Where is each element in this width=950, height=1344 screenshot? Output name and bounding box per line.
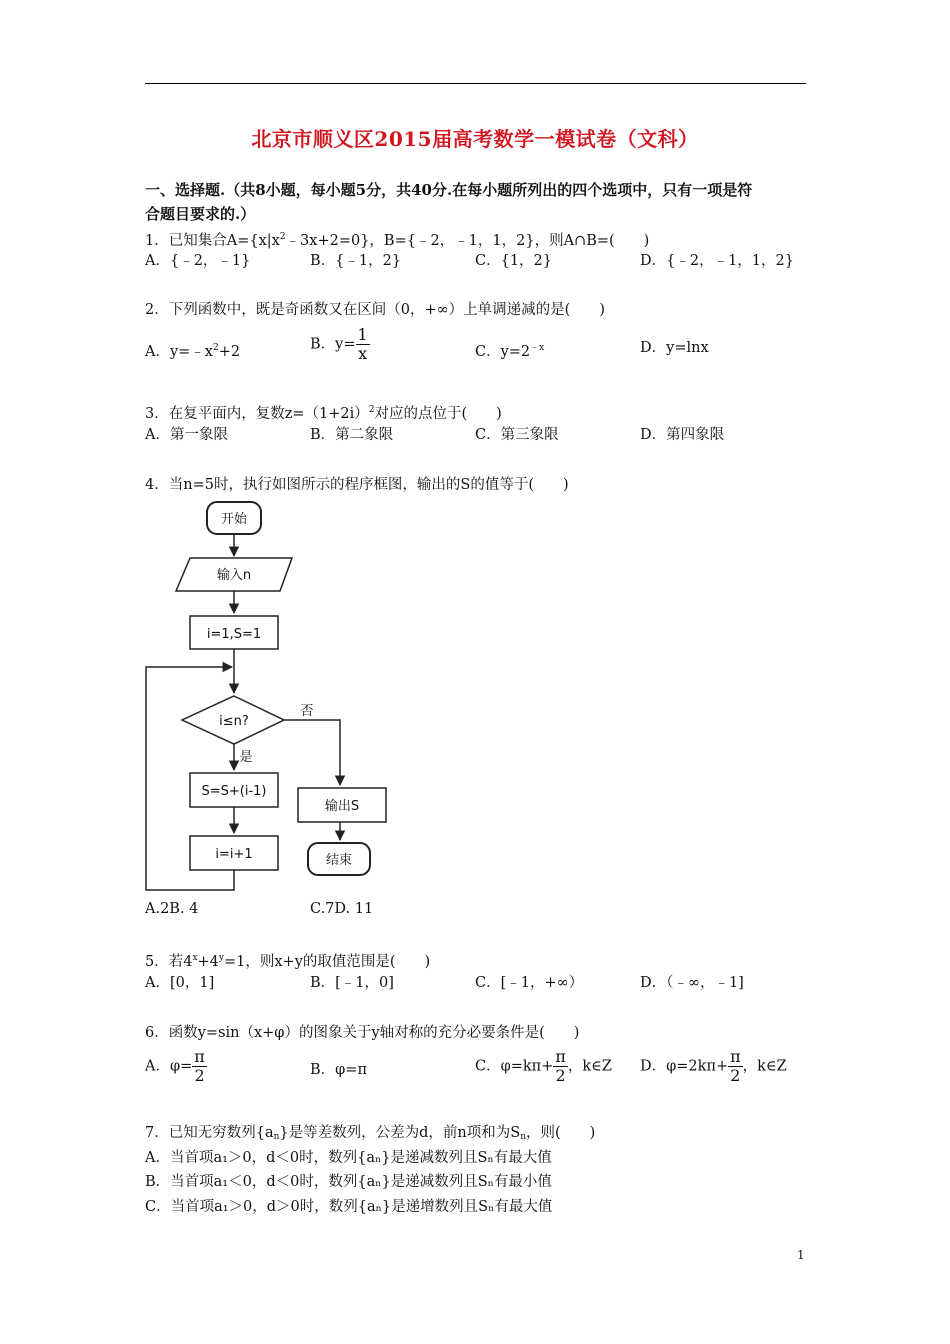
q5-stem-c: =1，则x+y的取值范围是( ) bbox=[224, 954, 431, 970]
q1-stem-b: ﹣3x+2=0}，B={﹣2，﹣1，1，2}，则A∩B=( ) bbox=[285, 233, 650, 249]
flow-increment-label: i=i+1 bbox=[215, 847, 253, 862]
flow-input-label: 输入n bbox=[216, 568, 252, 583]
section-heading bbox=[145, 178, 810, 226]
q5-exp2: y bbox=[218, 953, 224, 963]
q7-option-b: B．当首项a₁＜0，d＜0时，数列{aₙ}是递减数列且Sₙ有最小值 bbox=[145, 1174, 552, 1190]
q7-option-a: A．当首项a₁＞0，d＜0时，数列{aₙ}是递减数列且Sₙ有最大值 bbox=[145, 1150, 552, 1166]
q3-exp: 2 bbox=[368, 405, 375, 415]
q6-option-a bbox=[145, 1048, 207, 1085]
section-heading-line1: 一、选择题.（共8小题，每小题5分，共40分.在每小题所列出的四个选项中，只有一项是符 bbox=[145, 181, 753, 199]
q4-options-cd: C.7D. 11 bbox=[310, 901, 374, 917]
question-1-stem bbox=[145, 227, 649, 251]
page-title: 北京市顺义区2015届高考数学一模试卷（文科） bbox=[251, 127, 699, 151]
flow-no-label: 否 bbox=[300, 704, 314, 719]
q6-a-den: 2 bbox=[194, 1066, 205, 1085]
q2-b-num: 1 bbox=[357, 325, 368, 344]
q3-option-a: A．第一象限 bbox=[145, 427, 228, 443]
q5-option-c: C．[﹣1，+∞） bbox=[475, 975, 584, 991]
q6-d-num: π bbox=[730, 1047, 741, 1066]
flow-output-label: 输出S bbox=[324, 799, 360, 814]
question-4-stem: 4．当n=5时，执行如图所示的程序框图，输出的S的值等于( ) bbox=[145, 477, 569, 493]
q2-option-a bbox=[145, 338, 240, 362]
q6-c-num: π bbox=[555, 1047, 566, 1066]
q5-stem-a: 5．若4 bbox=[145, 954, 193, 970]
question-3-stem bbox=[145, 400, 502, 424]
q7-option-c: C．当首项a₁＞0，d＞0时，数列{aₙ}是递增数列且Sₙ有最大值 bbox=[145, 1199, 553, 1215]
q1-option-a: A．{﹣2，﹣1} bbox=[145, 253, 251, 269]
q2-option-b bbox=[310, 326, 370, 363]
q5-stem-b: +4 bbox=[197, 954, 219, 970]
q2-b-den: x bbox=[358, 344, 368, 363]
q6-c-pre: C．φ=kπ+ bbox=[475, 1058, 554, 1075]
top-rule bbox=[145, 83, 806, 84]
q3-option-b: B．第二象限 bbox=[310, 427, 394, 443]
q7-stem-b: }是等差数列，公差为d，前n项和为S bbox=[279, 1125, 521, 1141]
flow-yes-label: 是 bbox=[239, 750, 253, 765]
q6-option-d bbox=[640, 1048, 787, 1085]
q2-a-exp: 2 bbox=[213, 343, 219, 353]
q7-stem-a: 7．已知无穷数列{a bbox=[145, 1125, 274, 1141]
q3-option-d: D．第四象限 bbox=[640, 427, 725, 443]
q6-option-b: B．φ=π bbox=[310, 1062, 367, 1078]
q2-option-c bbox=[475, 338, 544, 362]
q2-a-text: A．y=﹣x bbox=[145, 344, 213, 360]
q3-option-c: C．第三象限 bbox=[475, 427, 559, 443]
q1-option-d: D．{﹣2，﹣1，1，2} bbox=[640, 253, 794, 269]
q5-option-a: A．[0，1] bbox=[145, 975, 215, 991]
q2-b-fraction bbox=[356, 326, 370, 363]
q1-stem-a: 1．已知集合A={x|x bbox=[145, 233, 280, 249]
q6-d-fraction bbox=[728, 1048, 743, 1085]
q1-option-c: C．{1，2} bbox=[475, 253, 552, 269]
q3-stem-b: 对应的点位于( ) bbox=[374, 406, 502, 422]
q4-options-ab: A.2B. 4 bbox=[145, 901, 199, 917]
q6-a-pre: A．φ= bbox=[145, 1058, 193, 1075]
q6-c-fraction bbox=[553, 1048, 568, 1085]
flowchart bbox=[140, 498, 400, 898]
flow-update-label: S=S+(i-1) bbox=[201, 784, 267, 799]
q6-c-post: ，k∈Z bbox=[567, 1058, 612, 1075]
q6-c-den: 2 bbox=[555, 1066, 566, 1085]
q6-d-pre: D．φ=2kπ+ bbox=[640, 1058, 729, 1075]
q2-c-pre: C．y=2 bbox=[475, 344, 531, 360]
q5-option-d: D．（﹣∞，﹣1] bbox=[640, 975, 744, 991]
q5-exp1: x bbox=[192, 953, 198, 963]
q7-stem-c: ，则( ) bbox=[525, 1125, 596, 1141]
question-7-stem bbox=[145, 1123, 595, 1147]
q7-sub2: n bbox=[520, 1132, 526, 1142]
q7-sub1: n bbox=[273, 1132, 280, 1142]
question-5-stem bbox=[145, 948, 430, 972]
q6-d-post: ，k∈Z bbox=[742, 1058, 787, 1075]
flow-init-label: i=1,S=1 bbox=[206, 627, 262, 642]
question-2-stem: 2．下列函数中，既是奇函数又在区间（0，+∞）上单调递减的是( ) bbox=[145, 302, 605, 318]
q5-option-b: B．[﹣1，0] bbox=[310, 975, 394, 991]
q3-stem-a: 3．在复平面内，复数z=（1+2i） bbox=[145, 406, 369, 422]
q6-a-num: π bbox=[194, 1047, 205, 1066]
q6-a-fraction bbox=[192, 1048, 207, 1085]
flow-start-label: 开始 bbox=[220, 512, 248, 527]
q2-option-d: D．y=lnx bbox=[640, 340, 709, 356]
flow-condition-label: i≤n? bbox=[219, 714, 249, 729]
q6-option-c bbox=[475, 1048, 612, 1085]
flow-end-label: 结束 bbox=[325, 853, 353, 868]
q6-d-den: 2 bbox=[730, 1066, 741, 1085]
q2-a-rest: +2 bbox=[218, 344, 241, 360]
page-number: 1 bbox=[797, 1248, 805, 1262]
section-heading-line2: 合题目要求的.） bbox=[145, 205, 256, 223]
q1-exponent: 2 bbox=[279, 232, 286, 242]
q1-option-b: B．{﹣1，2} bbox=[310, 253, 402, 269]
q2-c-exp: ﹣x bbox=[530, 343, 545, 353]
q2-b-pre: B．y= bbox=[310, 336, 356, 353]
question-6-stem: 6．函数y=sin（x+φ）的图象关于y轴对称的充分必要条件是( ) bbox=[145, 1025, 580, 1041]
